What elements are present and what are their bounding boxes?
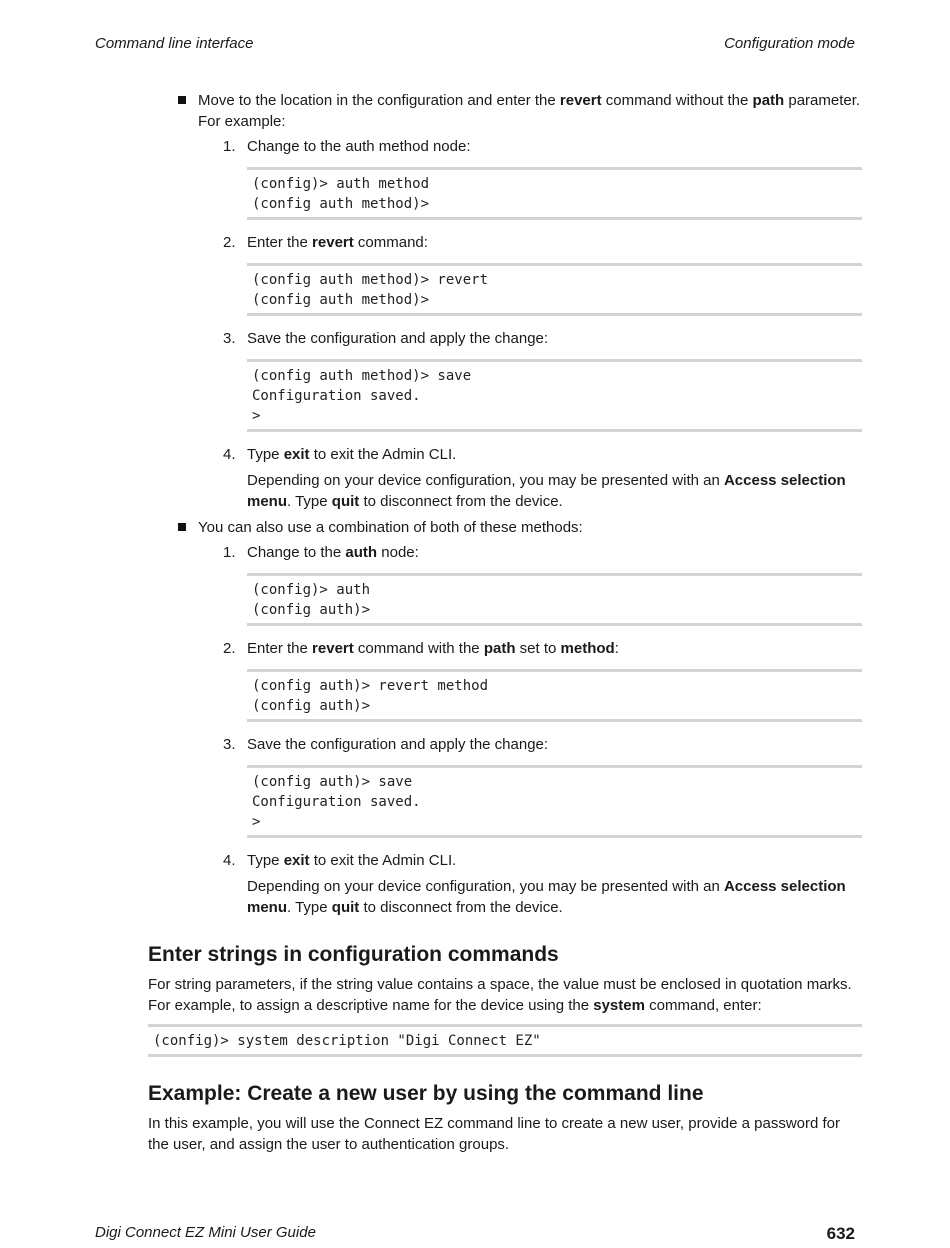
bold-term: path xyxy=(752,92,785,109)
page-content xyxy=(148,90,862,1155)
section-paragraph: In this example, you will use the Connect EZ command line to create a new user, provide a password for the user, and assign the user to authentication groups. xyxy=(148,1115,841,1153)
code-block: (config auth method)> revert (config auth method)> xyxy=(247,263,862,316)
step-number: 3. xyxy=(223,330,236,347)
step-number: 1. xyxy=(223,544,236,561)
section-paragraph: For string parameters, if the string value contains a space, the value must be enclosed in quotation marks. For example, to assign a descriptive name for the device using the system command, enter: xyxy=(148,976,852,1014)
footer-guide-title: Digi Connect EZ Mini User Guide xyxy=(95,1224,316,1241)
code-block: (config auth method)> save Configuration saved. > xyxy=(247,359,862,432)
code-block: (config)> auth method (config auth method)> xyxy=(247,167,862,220)
step-item xyxy=(198,232,862,316)
bold-term: revert xyxy=(559,92,602,109)
step-number: 4. xyxy=(223,852,236,869)
section-heading: Example: Create a new user by using the command line xyxy=(148,1082,704,1105)
step-number: 2. xyxy=(223,234,236,251)
numbered-steps xyxy=(198,542,862,918)
running-header-right: Configuration mode xyxy=(724,35,855,52)
bullet-text: Move to the location in the configuration and enter the xyxy=(198,92,560,109)
step-note: Depending on your device configuration, you may be presented with an Access selection menu. Type quit to disconnect from the device. xyxy=(247,472,846,510)
step-item xyxy=(198,136,862,220)
step-item xyxy=(198,638,862,722)
step-item xyxy=(198,850,862,918)
bullet-text: command without the xyxy=(601,92,753,109)
step-text: Save the configuration and apply the change: xyxy=(247,330,549,347)
step-number: 3. xyxy=(223,736,236,753)
step-number: 2. xyxy=(223,640,236,657)
step-item xyxy=(198,734,862,838)
code-block: (config auth)> revert method (config auth)> xyxy=(247,669,862,722)
step-item xyxy=(198,444,862,512)
step-text: Enter the revert command with the path set to method: xyxy=(247,640,619,657)
step-text: Enter the revert command: xyxy=(247,234,428,251)
step-item xyxy=(198,328,862,432)
code-block: (config)> system description "Digi Connect EZ" xyxy=(148,1024,862,1057)
code-block: (config auth)> save Configuration saved. > xyxy=(247,765,862,838)
bullet-text: You can also use a combination of both of these methods: xyxy=(198,519,583,536)
step-number: 1. xyxy=(223,138,236,155)
bullet-item xyxy=(148,90,862,132)
step-text: Type exit to exit the Admin CLI. xyxy=(247,446,457,463)
bullet-text: parameter. For example: xyxy=(198,92,861,130)
running-header-left: Command line interface xyxy=(95,35,254,52)
page-number: 632 xyxy=(826,1224,855,1243)
step-number: 4. xyxy=(223,446,236,463)
step-item xyxy=(198,542,862,626)
bullet-item xyxy=(148,517,862,538)
step-note: Depending on your device configuration, you may be presented with an Access selection menu. Type quit to disconnect from the device. xyxy=(247,878,846,916)
section-heading: Enter strings in configuration commands xyxy=(148,943,559,966)
step-text: Change to the auth method node: xyxy=(247,138,471,155)
step-text: Type exit to exit the Admin CLI. xyxy=(247,852,457,869)
code-block: (config)> auth (config auth)> xyxy=(247,573,862,626)
step-text: Save the configuration and apply the change: xyxy=(247,736,549,753)
step-text: Change to the auth node: xyxy=(247,544,419,561)
numbered-steps xyxy=(198,136,862,512)
